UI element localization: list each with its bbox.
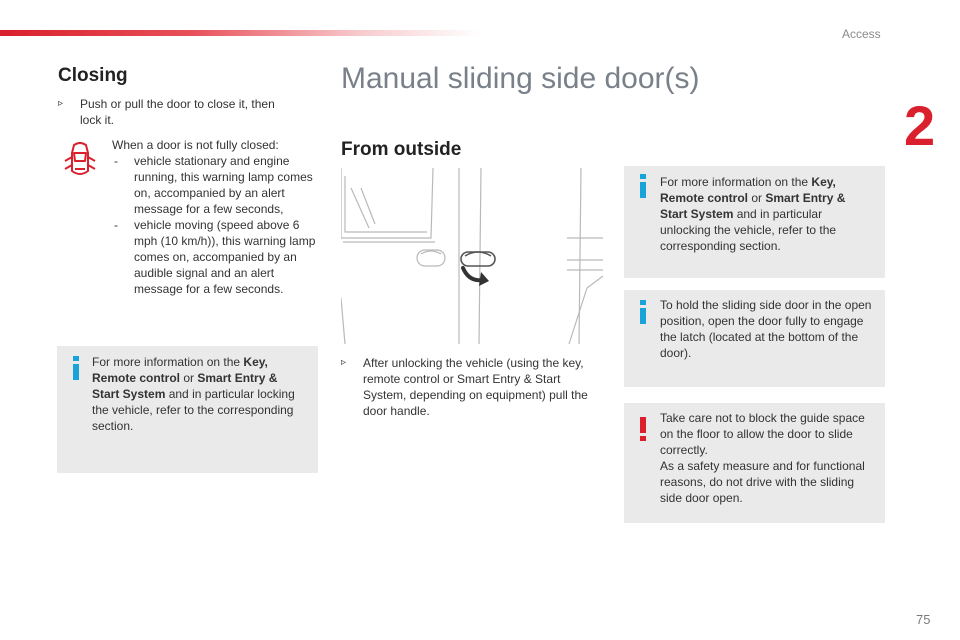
- page-number: 75: [916, 612, 931, 627]
- unlock-bullet: ▹ After unlocking the vehicle (using the key, remote control or Smart Entry & Start System, depending on equipment) pull the door handle.: [341, 356, 588, 418]
- info-box-locking: [57, 346, 318, 473]
- sliding-door-handle-illustration: [341, 168, 603, 344]
- warning-text: Take care not to block the guide space on the floor to allow the door to slide correctly. As a safety measure and for functional reasons, do not drive with the sliding side door open.: [660, 411, 865, 505]
- page-title: Manual sliding side door(s): [341, 62, 700, 95]
- warning-box-guide-space: [624, 403, 885, 523]
- bullet-arrow-icon: ▹: [341, 357, 347, 368]
- header-accent-bar: [0, 30, 480, 36]
- info-icon: [69, 356, 83, 380]
- warning-intro: When a door is not fully closed:: [112, 138, 279, 152]
- door-warning-text: [112, 137, 322, 297]
- warning-item: - vehicle stationary and engine running, this warning lamp comes on, accompanied by an alert message for a few seconds,: [114, 154, 313, 216]
- closing-bullet: ▹ Push or pull the door to close it, then lock it.: [58, 97, 275, 127]
- info-box-unlocking: [624, 166, 885, 278]
- from-outside-heading: From outside: [341, 139, 462, 160]
- closing-heading: Closing: [58, 65, 128, 86]
- chapter-number: 2: [904, 94, 936, 157]
- info-text-locking: For more information on the Key, Remote control or Smart Entry & Start System and in particular locking the vehicle, refer to the corresponding section.: [92, 355, 295, 433]
- info-text-hold-open: To hold the sliding side door in the open position, open the door fully to engage the latch (located at the bottom of the door).: [660, 298, 872, 360]
- info-icon: [636, 174, 650, 198]
- warning-item: - vehicle moving (speed above 6 mph (10 km/h)), this warning lamp comes on, accompanied by an audible signal and an alert message for a few seconds.: [114, 218, 316, 296]
- info-box-hold-open: [624, 290, 885, 387]
- door-open-warning-lamp-icon: [63, 141, 97, 181]
- exclamation-icon: [636, 417, 650, 441]
- section-title: Access: [842, 27, 881, 41]
- bullet-arrow-icon: ▹: [58, 98, 64, 109]
- info-text-unlocking: For more information on the Key, Remote control or Smart Entry & Start System and in particular unlocking the vehicle, refer to the corresponding section.: [660, 175, 846, 253]
- info-icon: [636, 300, 650, 324]
